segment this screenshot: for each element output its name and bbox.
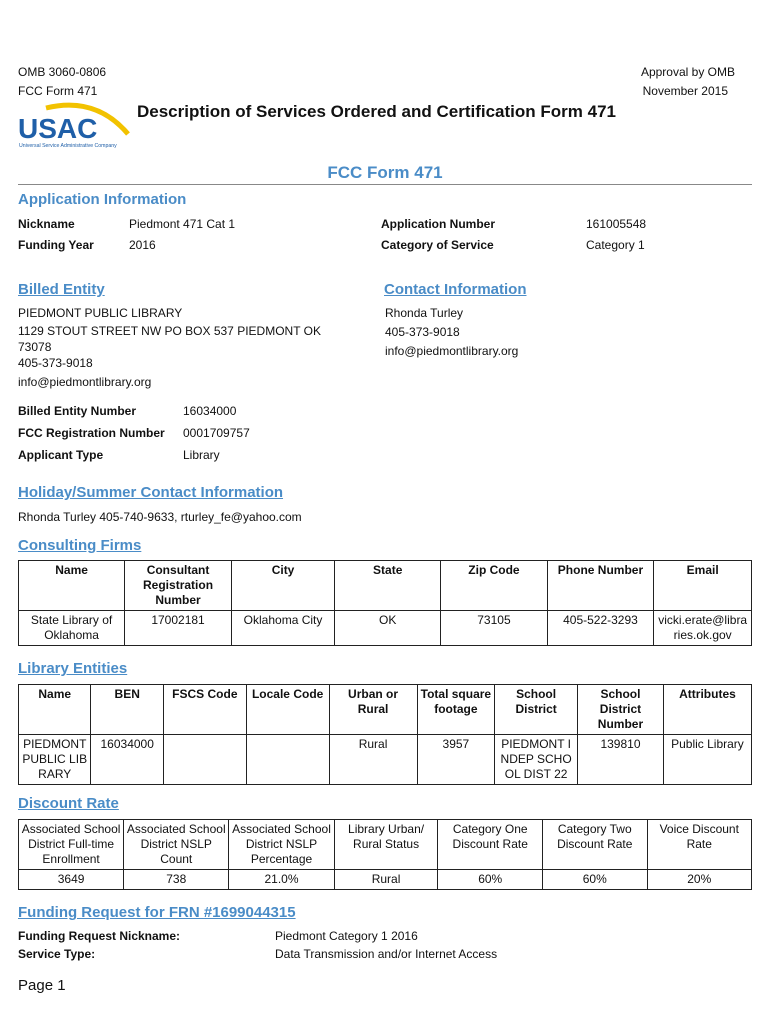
col-ben: BEN — [91, 685, 163, 735]
svg-text:Universal Service Administrati: Universal Service Administrative Company — [19, 143, 117, 149]
app-number-label: Application Number — [381, 217, 496, 231]
section-consulting: Consulting Firms — [18, 537, 142, 554]
table-row — [19, 870, 752, 890]
cell-consultant-reg: 17002181 — [125, 611, 232, 646]
form-number: FCC Form 471 — [18, 84, 98, 98]
section-application: Application Information — [18, 191, 187, 208]
col-zip: Zip Code — [441, 561, 547, 611]
funding-year-value: 2016 — [129, 238, 156, 252]
col-voice-discount: Voice Discount Rate — [647, 820, 751, 870]
cell-square-footage: 3957 — [417, 735, 495, 785]
col-enrollment: Associated School District Full-time Enrollment — [19, 820, 124, 870]
col-nslp-percentage: Associated School District NSLP Percentage — [229, 820, 334, 870]
applicant-type-value: Library — [183, 448, 220, 462]
col-square-footage: Total square footage — [417, 685, 495, 735]
library-table — [18, 684, 752, 785]
billed-entity-phone: 405-373-9018 — [18, 356, 93, 370]
form-subtitle: FCC Form 471 — [327, 163, 443, 182]
billed-entity-name: PIEDMONT PUBLIC LIBRARY — [18, 306, 183, 320]
col-email: Email — [654, 561, 752, 611]
ben-label: Billed Entity Number — [18, 404, 137, 418]
cell-urban-rural-status: Rural — [334, 870, 438, 890]
col-name: Name — [19, 685, 91, 735]
discount-header-row — [19, 820, 752, 870]
section-holiday: Holiday/Summer Contact Information — [18, 484, 284, 501]
ben-value: 16034000 — [183, 404, 237, 418]
col-locale: Locale Code — [246, 685, 329, 735]
category-label: Category of Service — [381, 238, 494, 252]
contact-email: info@piedmontlibrary.org — [385, 344, 519, 358]
app-number-value: 161005548 — [586, 217, 647, 231]
holiday-contact: Rhonda Turley 405-740-9633, rturley_fe@yahoo.com — [18, 510, 302, 524]
col-attributes: Attributes — [663, 685, 751, 735]
cell-city: Oklahoma City — [231, 611, 334, 646]
cell-fscs — [163, 735, 246, 785]
cell-zip: 73105 — [441, 611, 547, 646]
cell-state: OK — [335, 611, 441, 646]
frn-nickname-label: Funding Request Nickname: — [18, 929, 181, 943]
fcc-reg-value: 0001709757 — [183, 426, 250, 440]
section-library: Library Entities — [18, 660, 128, 677]
section-discount: Discount Rate — [18, 795, 119, 812]
funding-year-label: Funding Year — [18, 238, 94, 252]
omb-number: OMB 3060-0806 — [18, 65, 107, 79]
table-row — [19, 735, 752, 785]
cell-name: PIEDMONT PUBLIC LIBRARY — [19, 735, 91, 785]
fcc-reg-label: FCC Registration Number — [18, 426, 165, 440]
applicant-type-label: Applicant Type — [18, 448, 104, 462]
usac-logo — [16, 100, 136, 152]
col-phone: Phone Number — [547, 561, 654, 611]
cell-enrollment: 3649 — [19, 870, 124, 890]
cell-ben: 16034000 — [91, 735, 163, 785]
col-nslp-count: Associated School District NSLP Count — [124, 820, 229, 870]
service-type-label: Service Type: — [18, 947, 96, 961]
col-name: Name — [19, 561, 125, 611]
nickname-label: Nickname — [18, 217, 75, 231]
cell-attributes: Public Library — [663, 735, 751, 785]
billed-entity-address2: 73078 — [18, 340, 52, 354]
page-number: Page 1 — [18, 977, 66, 994]
section-contact: Contact Information — [384, 281, 527, 298]
library-header-row — [19, 685, 752, 735]
section-funding-request: Funding Request for FRN #1699044315 — [18, 904, 296, 921]
col-state: State — [335, 561, 441, 611]
section-billed-entity: Billed Entity — [18, 281, 105, 298]
col-school-district-number: School District Number — [578, 685, 664, 735]
cell-name: State Library of Oklahoma — [19, 611, 125, 646]
cell-nslp-count: 738 — [124, 870, 229, 890]
cell-locale — [246, 735, 329, 785]
cell-school-district-number: 139810 — [578, 735, 664, 785]
nickname-value: Piedmont 471 Cat 1 — [129, 217, 236, 231]
col-urban-rural-status: Library Urban/ Rural Status — [334, 820, 438, 870]
svg-text:USAC: USAC — [18, 113, 98, 144]
cell-email: vicki.erate@libraries.ok.gov — [654, 611, 752, 646]
discount-table — [18, 819, 752, 890]
cell-nslp-percentage: 21.0% — [229, 870, 334, 890]
cell-urban-rural: Rural — [329, 735, 417, 785]
col-city: City — [231, 561, 334, 611]
contact-phone: 405-373-9018 — [385, 325, 460, 339]
col-urban-rural: Urban or Rural — [329, 685, 417, 735]
consulting-table — [18, 560, 752, 646]
category-value: Category 1 — [586, 238, 645, 252]
service-type-value: Data Transmission and/or Internet Access — [275, 947, 498, 961]
frn-nickname-value: Piedmont Category 1 2016 — [275, 929, 418, 943]
col-cat1-discount: Category One Discount Rate — [438, 820, 543, 870]
cell-phone: 405-522-3293 — [547, 611, 654, 646]
col-fscs: FSCS Code — [163, 685, 246, 735]
cell-cat1-discount: 60% — [438, 870, 543, 890]
col-school-district: School District — [495, 685, 578, 735]
cell-voice-discount: 20% — [647, 870, 751, 890]
billed-entity-email: info@piedmontlibrary.org — [18, 375, 152, 389]
contact-name: Rhonda Turley — [385, 306, 464, 320]
cell-school-district: PIEDMONT INDEP SCHOOL DIST 22 — [495, 735, 578, 785]
consulting-header-row — [19, 561, 752, 611]
approval-date: November 2015 — [642, 84, 728, 98]
billed-entity-address1: 1129 STOUT STREET NW PO BOX 537 PIEDMONT OK — [18, 324, 321, 338]
table-row — [19, 611, 752, 646]
col-cat2-discount: Category Two Discount Rate — [542, 820, 647, 870]
page-title: Description of Services Ordered and Certification Form 471 — [137, 102, 616, 121]
cell-cat2-discount: 60% — [542, 870, 647, 890]
col-consultant-reg: Consultant Registration Number — [125, 561, 232, 611]
approval-text: Approval by OMB — [640, 65, 735, 79]
